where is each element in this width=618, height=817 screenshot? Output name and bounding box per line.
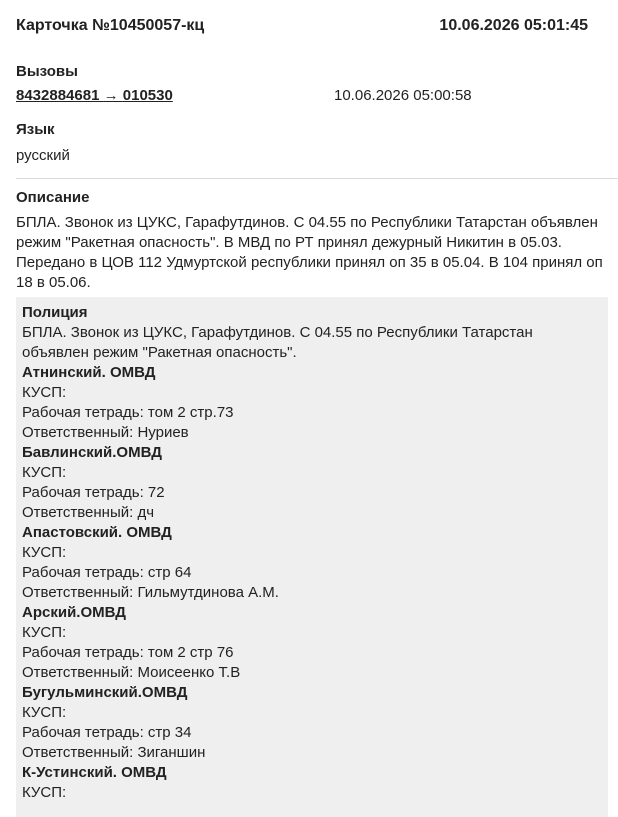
- unit-responsible: Ответственный: Зиганшин: [22, 744, 206, 761]
- unit-notebook: Рабочая тетрадь: стр 64: [22, 564, 192, 581]
- description-text: БПЛА. Звонок из ЦУКС, Гарафутдинов. С 04.55 по Республики Татарстан объявлен режим "Ракетная опасность". В МВД по РТ принял дежурный Никитин в 05.03. Передано в ЦОВ 112 Удмуртской республики принял оп 35 в 05.04. В 104 принял оп 18 в 05.06.: [16, 214, 603, 291]
- police-panel: [16, 297, 608, 817]
- police-text: БПЛА. Звонок из ЦУКС, Гарафутдинов. С 04.55 по Республики Татарстан объявлен режим "Ракетная опасность".: [22, 324, 533, 361]
- unit-responsible: Ответственный: Нуриев: [22, 424, 189, 441]
- language-value: русский: [16, 147, 70, 164]
- unit-notebook: Рабочая тетрадь: том 2 стр 76: [22, 644, 234, 661]
- police-unit: [22, 603, 602, 683]
- language-label: Язык: [16, 121, 55, 138]
- unit-kusp: КУСП:: [22, 784, 67, 801]
- unit-notebook: Рабочая тетрадь: 72: [22, 484, 165, 501]
- call-from-link[interactable]: [16, 87, 173, 104]
- card-header: [16, 17, 588, 39]
- police-units: [22, 363, 602, 803]
- unit-name: Арский.ОМВД: [22, 604, 126, 621]
- unit-name: Бугульминский.ОМВД: [22, 684, 188, 701]
- unit-name: Атнинский. ОМВД: [22, 364, 156, 381]
- call-to-number: 010530: [122, 87, 173, 104]
- police-unit: [22, 763, 602, 803]
- section-divider: [16, 178, 618, 179]
- description-label: Описание: [16, 189, 90, 206]
- arrow-right-icon: →: [103, 87, 123, 104]
- unit-name: К-Устинский. ОМВД: [22, 764, 167, 781]
- police-title: Полиция: [22, 304, 88, 321]
- unit-kusp: КУСП:: [22, 624, 67, 641]
- unit-kusp: КУСП:: [22, 464, 67, 481]
- unit-notebook: Рабочая тетрадь: стр 34: [22, 724, 192, 741]
- unit-notebook: Рабочая тетрадь: том 2 стр.73: [22, 404, 234, 421]
- unit-name: Апастовский. ОМВД: [22, 524, 172, 541]
- unit-responsible: Ответственный: дч: [22, 504, 155, 521]
- unit-responsible: Ответственный: Моисеенко Т.В: [22, 664, 241, 681]
- call-from-number: 8432884681: [16, 87, 104, 104]
- unit-name: Бавлинский.ОМВД: [22, 444, 162, 461]
- card-title: Карточка №10450057-кц: [16, 17, 205, 34]
- unit-kusp: КУСП:: [22, 384, 67, 401]
- calls-label: Вызовы: [16, 63, 78, 80]
- unit-kusp: КУСП:: [22, 704, 67, 721]
- police-unit: [22, 523, 602, 603]
- call-time: 10.06.2026 05:00:58: [334, 87, 472, 104]
- call-row: [16, 87, 606, 107]
- police-unit: [22, 363, 602, 443]
- unit-kusp: КУСП:: [22, 544, 67, 561]
- unit-responsible: Ответственный: Гильмутдинова А.М.: [22, 584, 279, 601]
- police-unit: [22, 683, 602, 763]
- police-unit: [22, 443, 602, 523]
- card-timestamp: 10.06.2026 05:01:45: [439, 17, 588, 34]
